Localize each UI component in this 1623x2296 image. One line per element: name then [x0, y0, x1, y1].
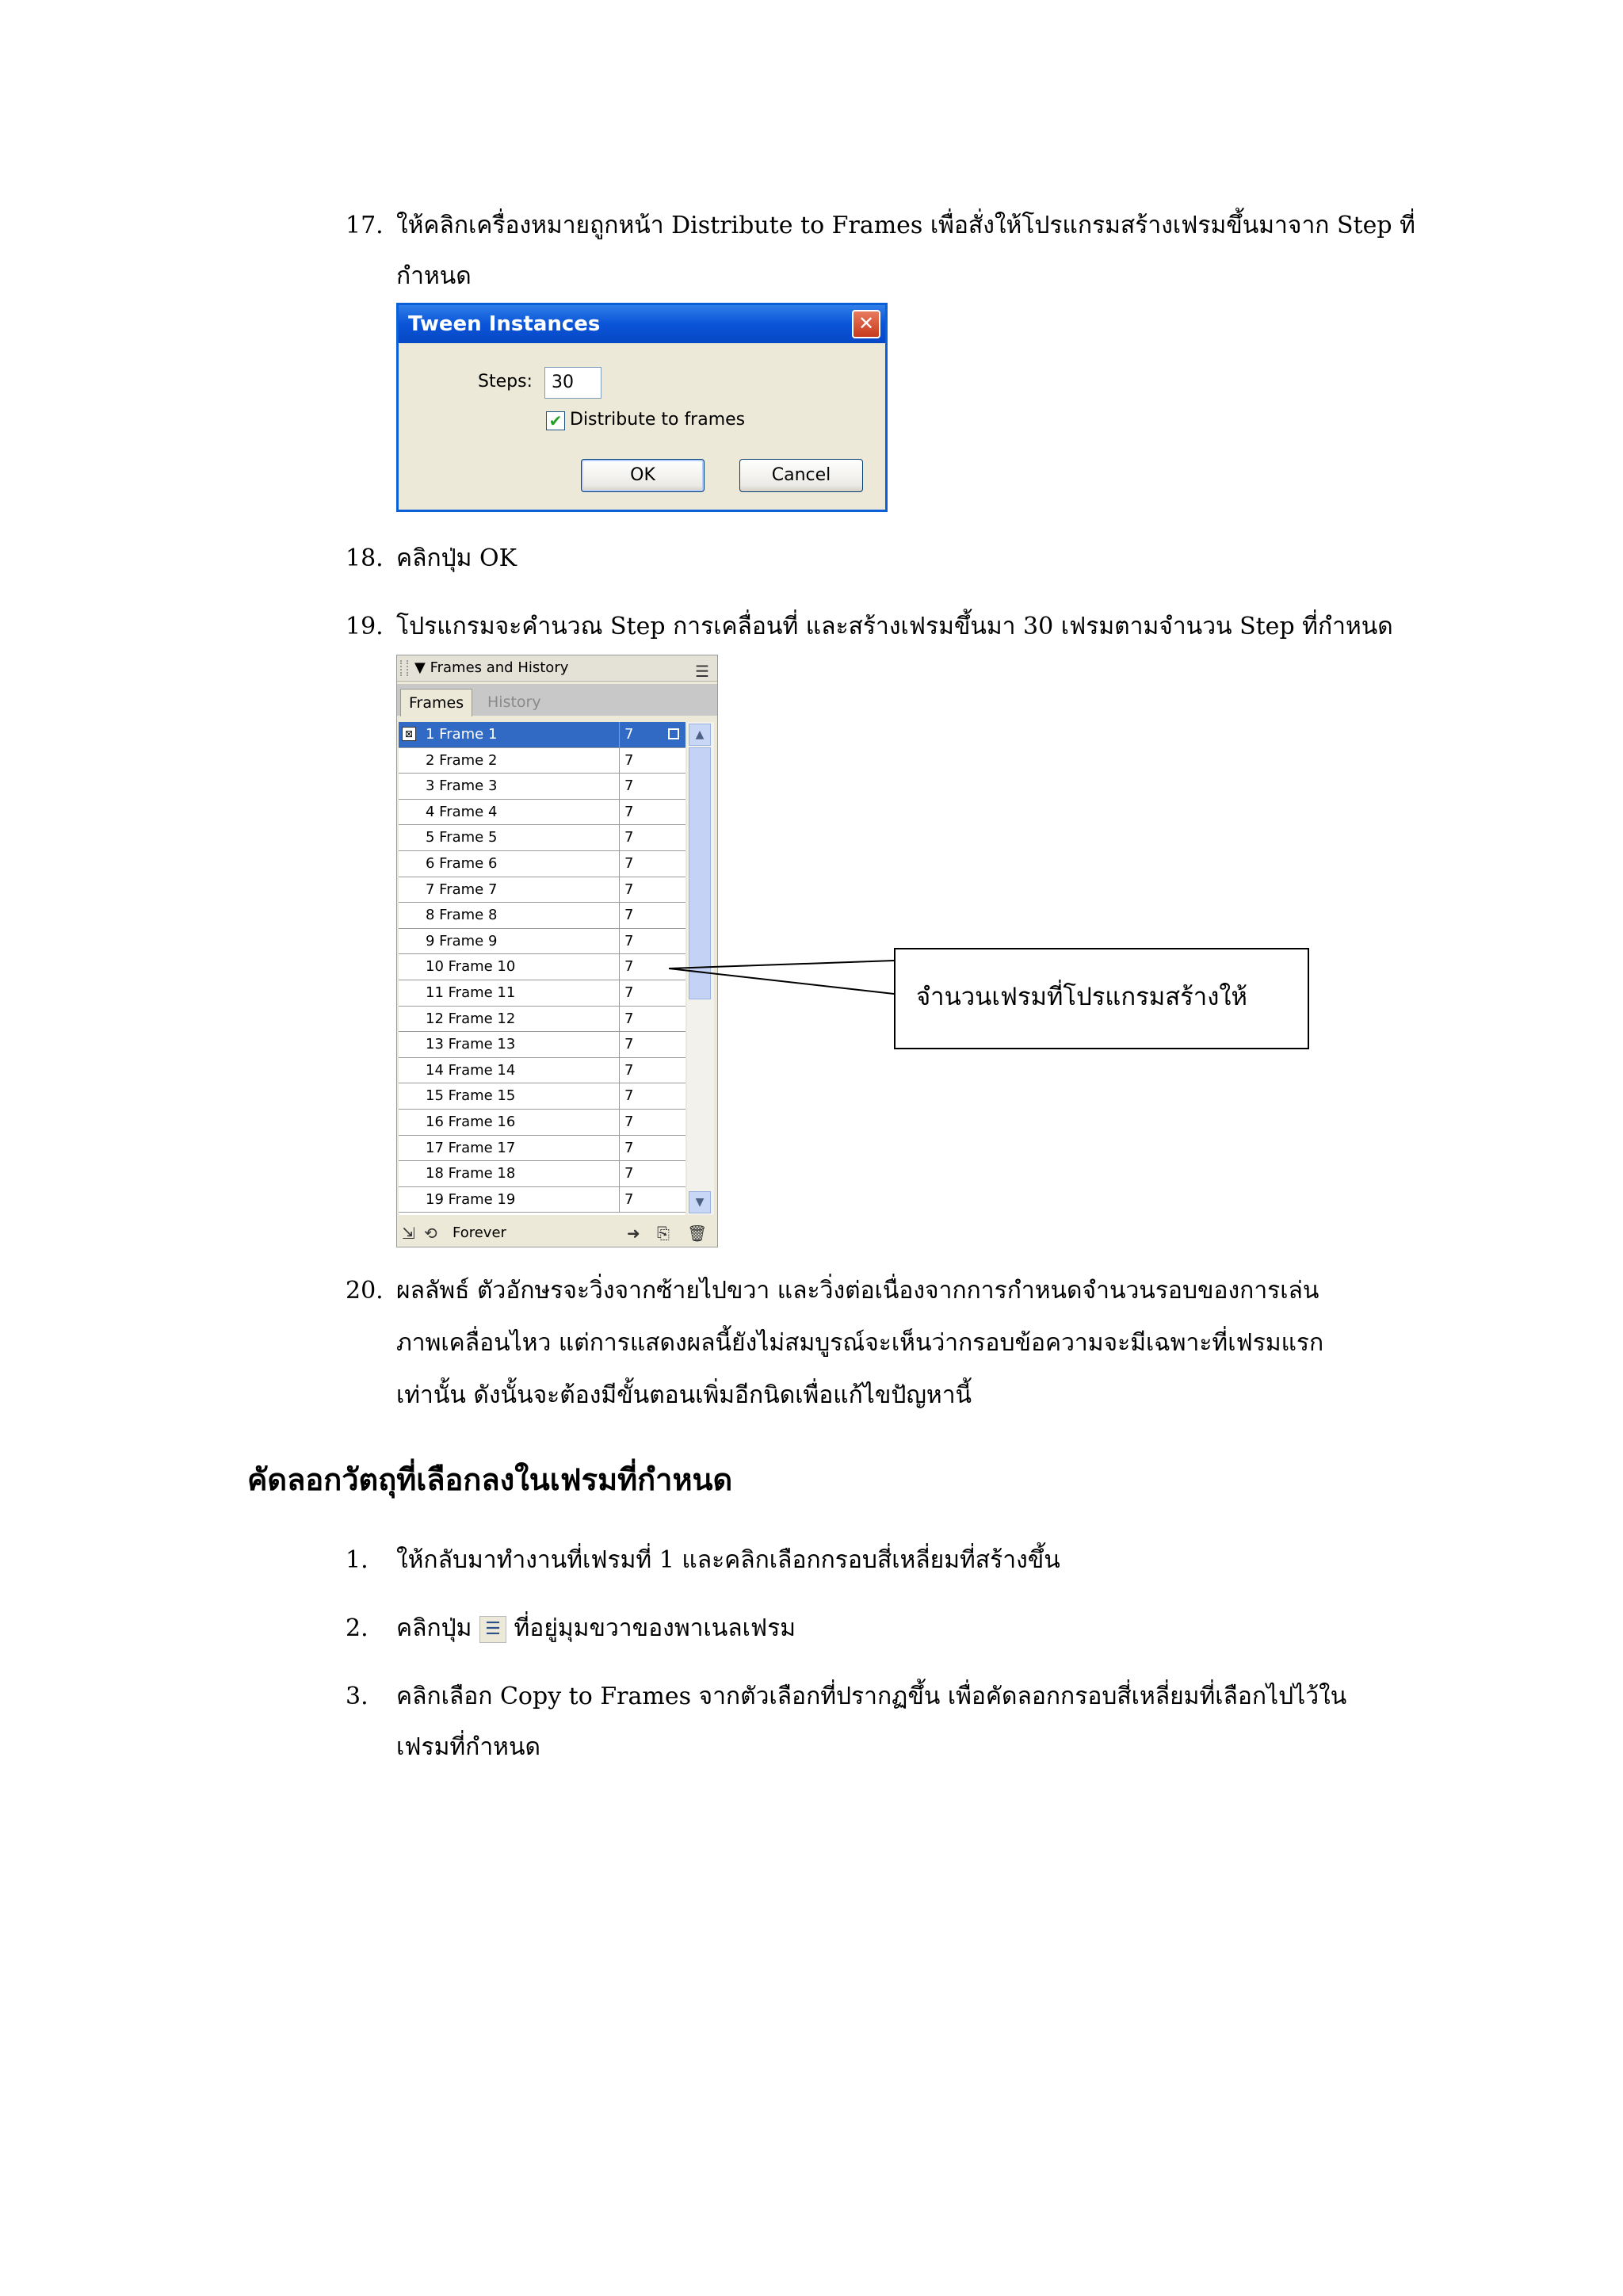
frame-delay[interactable]: 7 [619, 722, 685, 747]
step-number: 18. [346, 544, 384, 572]
frame-delay[interactable]: 7 [619, 748, 685, 774]
frame-label: 16 Frame 16 [426, 1114, 516, 1130]
frame-label: 8 Frame 8 [426, 907, 498, 924]
scroll-down-button[interactable]: ▼ [689, 1191, 711, 1213]
tab-history[interactable]: History [487, 693, 541, 711]
steps-label: Steps: [478, 372, 533, 392]
frame-label: 12 Frame 12 [426, 1010, 516, 1027]
frame-delay[interactable]: 7 [619, 1083, 685, 1109]
frame-label: 11 Frame 11 [426, 984, 516, 1001]
step-20-text-cont: ภาพเคลื่อนไหว แต่การแสดงผลนี้ยังไม่สมบูรณ์จะเห็นว่ากรอบข้อความจะมีเฉพาะที่เฟรมแรก [396, 1329, 1324, 1357]
trash-icon[interactable]: 🗑 [687, 1224, 708, 1243]
panel-menu-icon[interactable]: ☰ [695, 662, 709, 681]
frame-delay[interactable]: 7 [619, 1110, 685, 1135]
distribute-checkbox[interactable]: ✔ [546, 411, 565, 430]
frame-delay[interactable]: 7 [619, 1058, 685, 1083]
frame-delay[interactable]: 7 [619, 980, 685, 1006]
step-18-text: คลิกปุ่ม OK [396, 544, 517, 572]
frame-label: 5 Frame 5 [426, 829, 498, 846]
frame-delay[interactable]: 7 [619, 1161, 685, 1186]
dialog-title: Tween Instances [399, 305, 885, 343]
frame-delay[interactable]: 7 [619, 954, 685, 980]
close-icon[interactable]: ✕ [852, 310, 880, 338]
scroll-up-button[interactable]: ▲ [689, 724, 711, 746]
steps-input[interactable]: 30 [544, 367, 601, 399]
cancel-button[interactable]: Cancel [739, 459, 863, 492]
step-number: 19. [346, 613, 384, 640]
frame-delay[interactable]: 7 [619, 1187, 685, 1213]
frame-delay[interactable]: 7 [619, 774, 685, 799]
frame-delay[interactable]: 7 [619, 851, 685, 877]
loop-count[interactable]: Forever [453, 1224, 506, 1241]
list-item-text: ให้กลับมาทำงานที่เฟรมที่ 1 และคลิกเลือกกรอบสี่เหลี่ยมที่สร้างขึ้น [396, 1546, 1060, 1574]
frame-delay[interactable]: 7 [619, 800, 685, 825]
panel-title[interactable]: ▼ Frames and History [414, 659, 569, 676]
step-17-text-cont: กำหนด [396, 262, 472, 290]
ok-button[interactable]: OK [581, 459, 705, 492]
frame-label: 17 Frame 17 [426, 1139, 516, 1156]
step-number: 20. [346, 1277, 384, 1305]
frame-delay[interactable]: 7 [619, 903, 685, 928]
frame-label: 7 Frame 7 [426, 881, 498, 898]
step-19-text: โปรแกรมจะคำนวณ Step การเคลื่อนที่ และสร้างเฟรมขึ้นมา 30 เฟรมตามจำนวน Step ที่กำหนด [396, 613, 1393, 640]
frame-label: 4 Frame 4 [426, 803, 498, 820]
tween-icon[interactable]: ⇲ [402, 1224, 415, 1243]
frame-label: 15 Frame 15 [426, 1087, 516, 1105]
select-next-frame-icon[interactable]: ➜ [627, 1224, 640, 1243]
step-number: 17. [346, 212, 384, 239]
tab-frames[interactable]: Frames [400, 689, 472, 716]
frame-label: 10 Frame 10 [426, 958, 516, 976]
frame-label: 13 Frame 13 [426, 1036, 516, 1053]
duplicate-frame-icon[interactable]: ⎘ [657, 1224, 670, 1243]
list-item-text-cont: เฟรมที่กำหนด [396, 1733, 540, 1761]
frame-label: 3 Frame 3 [426, 777, 498, 795]
distribute-checkbox-label: Distribute to frames [570, 410, 746, 430]
loop-icon[interactable]: ⟲ [424, 1224, 437, 1243]
list-number: 1. [346, 1546, 369, 1574]
frame-label: 18 Frame 18 [426, 1165, 516, 1182]
list-item-text-post: ที่อยู่มุมขวาของพาเนลเฟรม [514, 1614, 796, 1642]
frame-delay[interactable]: 7 [619, 1136, 685, 1161]
frame-label: 19 Frame 19 [426, 1190, 516, 1208]
frame-label: 14 Frame 14 [426, 1061, 516, 1079]
list-number: 3. [346, 1683, 369, 1710]
list-item-text-pre: คลิกปุ่ม [396, 1614, 472, 1642]
frame-delay[interactable]: 7 [619, 877, 685, 903]
callout-box [894, 948, 1309, 1049]
section-heading: คัดลอกวัตถุที่เลือกลงในเฟรมที่กำหนด [247, 1461, 733, 1497]
step-17-text: ให้คลิกเครื่องหมายถูกหน้า Distribute to Frames เพื่อสั่งให้โปรแกรมสร้างเฟรมขึ้นมาจาก Step ที่ [396, 212, 1415, 239]
frame-label: 1 Frame 1 [426, 726, 498, 743]
frame-label: 6 Frame 6 [426, 855, 498, 872]
frame-delay[interactable]: 7 [619, 929, 685, 954]
callout-text: จำนวนเฟรมที่โปรแกรมสร้างให้ [916, 983, 1247, 1011]
step-20-text: ผลลัพธ์ ตัวอักษรจะวิ่งจากซ้ายไปขวา และวิ่งต่อเนื่องจากการกำหนดจำนวนรอบของการเล่น [396, 1277, 1319, 1305]
frame-label: 2 Frame 2 [426, 751, 498, 769]
frame-delay[interactable]: 7 [619, 1032, 685, 1057]
frame-thumbnail-icon: ⊠ [402, 727, 416, 741]
frame-delay[interactable]: 7 [619, 1007, 685, 1032]
step-20-text-cont: เท่านั้น ดังนั้นจะต้องมีขั้นตอนเพิ่มอีกนิดเพื่อแก้ไขปัญหานี้ [396, 1381, 972, 1409]
frame-delay[interactable]: 7 [619, 825, 685, 850]
list-item-text: คลิกเลือก Copy to Frames จากตัวเลือกที่ปรากฏขึ้น เพื่อคัดลอกกรอบสี่เหลี่ยมที่เลือกไปไว้ใน [396, 1683, 1347, 1710]
list-item-text [396, 1603, 796, 1655]
panel-menu-icon: ☰ [479, 1616, 506, 1643]
list-number: 2. [346, 1614, 369, 1642]
frame-label: 9 Frame 9 [426, 932, 498, 949]
